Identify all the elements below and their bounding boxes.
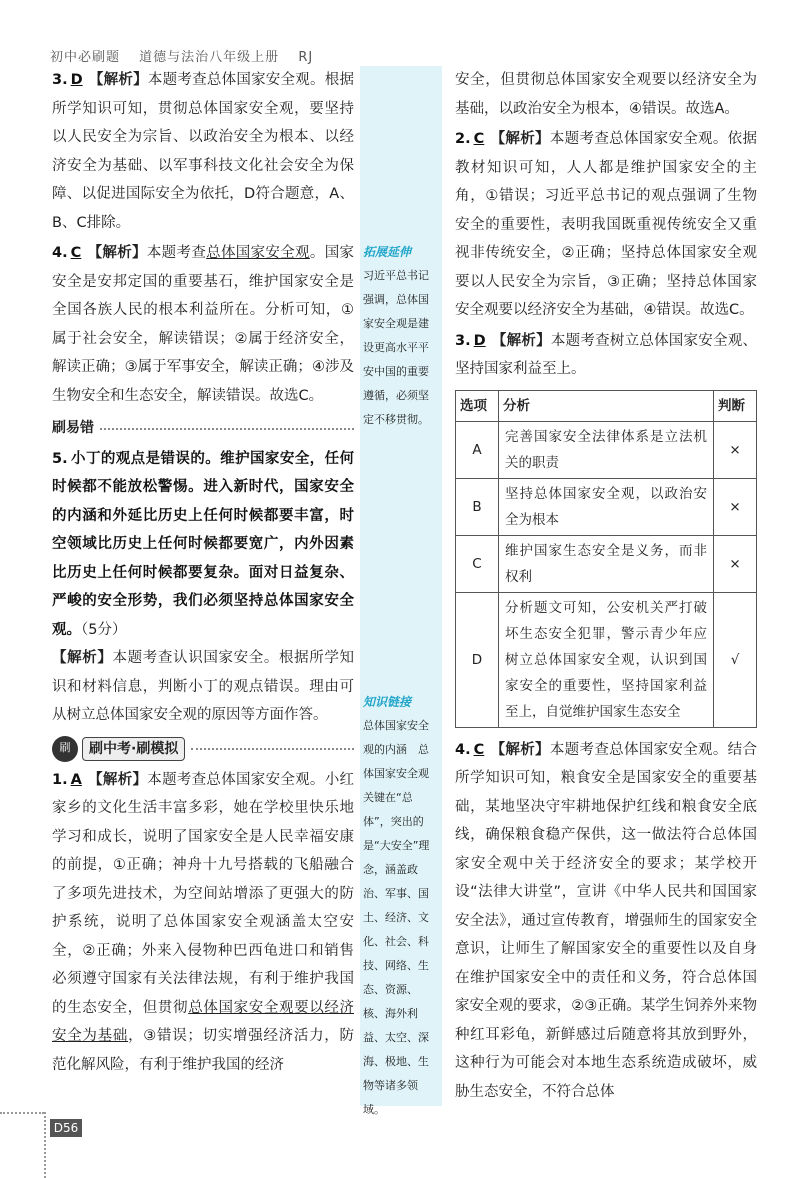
question-number: 2. (455, 131, 471, 147)
knowledge-link-text: 总体国家安全观的内涵 总体国家安全观关键在“总体”，突出的是“大安全”理念，涵盖政治、军事、国土、经济、文化、社会、科技、网络、生态、资源、核、海外利益、太空、深海、极地、生物等诸多领域。 (363, 719, 430, 1116)
question-number: 3. (455, 332, 471, 349)
knowledge-link-note (363, 690, 439, 1122)
answer-letter: D (473, 332, 486, 349)
edition-label: RJ (298, 50, 314, 65)
left-q1-continued: 安全，但贯彻总体国家安全观要以经济安全为基础，以政治安全为根本，④错误。故选A。 (455, 72, 757, 117)
right-q4 (455, 736, 757, 1107)
table-row (456, 478, 757, 535)
subject-title: 道德与法治八年级上册 (139, 50, 280, 65)
option-cell: D (456, 592, 499, 727)
judgment-cell: × (714, 421, 757, 478)
brush-icon: 刷 (52, 736, 78, 762)
analysis-text: 本题考查总体国家安全观。根据所学知识可知，贯彻总体国家安全观，要坚持以人民安全为宗旨、以政治安全为根本、以经济安全为基础、以军事科技文化社会安全为保障、以促进国际安全为依托，D符合题意，A、B、C排除。 (52, 72, 355, 231)
question-number: 4. (455, 741, 471, 758)
answer-text: 小丁的观点是错误的。维护国家安全，任何时候都不能放松警惕。进入新时代，国家安全的内涵和外延比历史上任何时候都要丰富，时空领域比历史上任何时候都要宽广，内外因素比历史上任何时候都要复杂。面对日益复杂、严峻的安全形势，我们必须坚持总体国家安全观。 (52, 450, 354, 638)
dotted-divider (191, 748, 354, 750)
analysis-tag: 【解析】 (490, 131, 550, 147)
right-q2 (455, 125, 757, 325)
judgment-cell: × (714, 478, 757, 535)
analysis-tag: 【解析】 (491, 332, 551, 349)
analysis-text: 本题考查总体国家安全观。结合所学知识可知，粮食安全是国家安全的重要基础，某地坚决守牢耕地保护红线和粮食安全底线，确保粮食稳产保供，这一做法符合总体国家安全观中关于经济安全的要求；某学校开设“法律大讲堂”，宣讲《中华人民共和国国家安全法》，通过宣传教育，增强师生的国家安全意识，让师生了解国家安全的重要性以及自身在维护国家安全中的责任和义务，符合总体国家安全观的要求，②③正确。某学生饲养外来物种红耳彩龟，新鲜感过后随意将其放到野外，这种行为可能会对本地生态系统造成破坏，威胁生态安全，不符合总体 (455, 741, 757, 1100)
answer-letter: C (473, 131, 485, 147)
series-title: 初中必刷题 (50, 50, 121, 65)
judgment-cell: √ (714, 592, 757, 727)
analysis-tag: 【解析】 (52, 650, 113, 666)
column-header: 分析 (499, 390, 714, 421)
right-column (455, 66, 757, 1108)
analysis-text: 。国家安全是安邦定国的重要基石，维护国家安全是全国各族人民的根本利益所在。分析可知，①属于社会安全，解读错误；②属于经济安全，解读正确；③属于军事安全，解读正确；④涉及生物安全和生态安全，解读错误。故选C。 (52, 245, 355, 404)
right-q3 (455, 327, 757, 384)
dotted-divider (100, 427, 354, 430)
extension-note (363, 240, 439, 432)
extension-text: 习近平总书记强调，总体国家安全观是建设更高水平平安中国的重要遵循，必须坚定不移贯彻。 (363, 269, 429, 426)
left-column (52, 66, 354, 1081)
analysis-tag: 【解析】 (88, 72, 148, 88)
section-exam-mock (52, 736, 354, 762)
left-q5 (52, 445, 354, 730)
keyword-underlined: 总体国家安全观 (206, 245, 310, 261)
analysis-text: 本题考查树立总体国家安全观、坚持国家利益至上。 (455, 332, 758, 377)
analysis-cell: 坚持总体国家安全观，以政治安全为根本 (499, 478, 714, 535)
extension-title: 拓展延伸 (363, 245, 412, 259)
answer-letter: A (70, 771, 82, 788)
analysis-table (455, 390, 757, 728)
column-header: 选项 (456, 390, 499, 421)
section-title: 刷易错 (52, 420, 94, 436)
corner-dotted-line (44, 1112, 46, 1178)
analysis-text: 本题考查总体国家安全观。小红家乡的文化生活丰富多彩，她在学校里快乐地学习和成长，说明了国家安全是人民幸福安康的前提，①正确；神舟十九号搭载的飞船融合了多项先进技术，为空间站增添了更强大的防护系统，说明了总体国家安全观涵盖太空安全，②正确；外来入侵物种巴西龟进口和销售必须遵守国家有关法律法规，有利于维护我国的生态安全，但贯彻 (52, 771, 355, 1016)
question-number: 3. (52, 72, 68, 88)
table-header-row (456, 390, 757, 421)
question-number: 4. (52, 245, 68, 261)
question-number: 5. (52, 450, 68, 467)
section-title: 刷中考·刷模拟 (82, 737, 185, 761)
option-cell: C (456, 535, 499, 592)
judgment-cell: × (714, 535, 757, 592)
answer-letter: C (70, 245, 82, 261)
knowledge-link-title: 知识链接 (363, 695, 412, 709)
section-easy-mistakes (52, 414, 354, 443)
analysis-cell: 分析题文可知，公安机关严打破坏生态安全犯罪，警示青少年应树立总体国家安全观，认识到国家安全的重要性，坚持国家利益至上，自觉维护国家生态安全 (499, 592, 714, 727)
score: （5分） (81, 621, 127, 638)
analysis-text: 本题考查 (146, 245, 207, 261)
analysis-tag: 【解析】 (490, 741, 550, 758)
page-header (50, 46, 327, 65)
analysis-text: 本题考查认识国家安全。根据所学知识和材料信息，判断小丁的观点错误。理由可从树立总体国家安全观的原因等方面作答。 (52, 650, 355, 723)
left-q4 (52, 239, 354, 410)
analysis-cell: 维护国家生态安全是义务，而非权利 (499, 535, 714, 592)
option-cell: A (456, 421, 499, 478)
question-number: 1. (52, 771, 68, 788)
column-header: 判断 (714, 390, 757, 421)
keyword-underlined: 总体国家安全观要以经济安全为基础 (52, 999, 355, 1044)
analysis-tag: 【解析】 (87, 245, 147, 261)
corner-dotted-line (0, 1112, 44, 1114)
option-cell: B (456, 478, 499, 535)
analysis-text: ，③错误；切实增强经济活力，防范化解风险，有利于维护我国的经济 (52, 1028, 355, 1073)
answer-letter: D (70, 72, 83, 88)
analysis-cell: 完善国家安全法律体系是立法机关的职责 (499, 421, 714, 478)
left-q3 (52, 66, 354, 237)
table-row (456, 535, 757, 592)
table-row (456, 421, 757, 478)
table-row (456, 592, 757, 727)
answer-letter: C (473, 741, 485, 758)
analysis-tag: 【解析】 (87, 771, 148, 788)
page-number: D56 (50, 1119, 82, 1137)
left-q1 (52, 766, 354, 1080)
analysis-text: 本题考查总体国家安全观。依据教材知识可知，人人都是维护国家安全的主角，①错误；习近平总书记的观点强调了生物安全的重要性，表明我国既重视传统安全又重视非传统安全，②正确；坚持总体国家安全观要以人民安全为宗旨，③正确；坚持总体国家安全观要以经济安全为基础，④错误。故选C。 (455, 131, 757, 318)
